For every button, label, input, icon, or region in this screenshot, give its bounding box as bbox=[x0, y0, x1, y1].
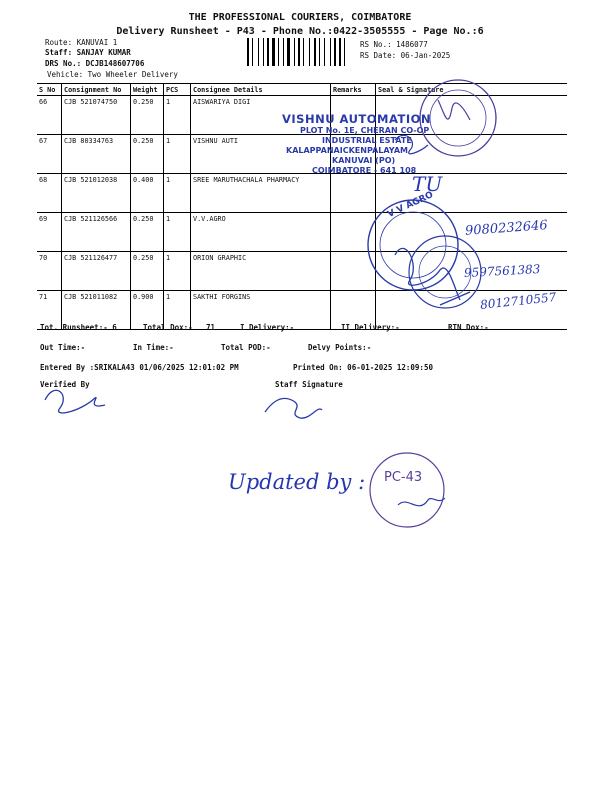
row-consignee: V.V.AGRO bbox=[191, 213, 331, 252]
col-pcs: PCS bbox=[164, 84, 191, 96]
signature-stroke bbox=[440, 292, 470, 305]
row-weight: 0.250 bbox=[131, 135, 164, 174]
row-consignee: AISWARIYA DIGI bbox=[191, 96, 331, 135]
handwritten-phone-2: 9597561383 bbox=[463, 262, 541, 280]
col-consignment: Consignment No bbox=[62, 84, 131, 96]
row-weight: 0.900 bbox=[131, 291, 164, 330]
row-consignment: CJB 80334763 bbox=[62, 135, 131, 174]
col-weight: Weight bbox=[131, 84, 164, 96]
row-sno: 67 bbox=[37, 135, 62, 174]
col-consignee: Consignee Details bbox=[191, 84, 331, 96]
total-dox-value: 71 bbox=[206, 323, 216, 332]
rs-date: RS Date: 06-Jan-2025 bbox=[360, 51, 451, 60]
vishnu-stamp-line5: COIMBATORE - 641 108 bbox=[312, 166, 417, 175]
handwritten-mark-row68: TU bbox=[412, 172, 443, 196]
vishnu-stamp-line4: KANUVAI (PO) bbox=[332, 156, 396, 165]
signature-vvagro bbox=[395, 248, 460, 300]
row-pcs: 1 bbox=[164, 213, 191, 252]
verified-signature bbox=[45, 390, 105, 413]
route-label: Route: KANUVAI 1 bbox=[45, 38, 118, 47]
row-weight: 0.250 bbox=[131, 96, 164, 135]
row-sno: 71 bbox=[37, 291, 62, 330]
row-sno: 66 bbox=[37, 96, 62, 135]
entered-by: Entered By :SRIKALA43 01/06/2025 12:01:02 PM bbox=[40, 363, 239, 372]
aiswariya-seal bbox=[420, 80, 496, 156]
row-pcs: 1 bbox=[164, 252, 191, 291]
total-runsheet: Tot. Runsheet:- 6 bbox=[40, 323, 117, 332]
delvy-points-label: Delvy Points:- bbox=[308, 343, 372, 352]
in-time-label: In Time:- bbox=[133, 343, 174, 352]
row-weight: 0.250 bbox=[131, 252, 164, 291]
vehicle-label: Vehicle: Two Wheeler Delivery bbox=[47, 70, 178, 79]
row-sno: 68 bbox=[37, 174, 62, 213]
company-name: THE PROFESSIONAL COURIERS, COIMBATORE bbox=[188, 12, 412, 23]
row-pcs: 1 bbox=[164, 291, 191, 330]
staff-signature-label: Staff Signature bbox=[275, 380, 343, 389]
vishnu-stamp-line1: PLOT No. 1E, CHERAN CO-OP bbox=[300, 126, 430, 135]
row-consignee: SAKTHI FORGINS bbox=[191, 291, 331, 330]
col-remarks: Remarks bbox=[331, 84, 376, 96]
i-delivery-label: I Delivery:- bbox=[240, 323, 295, 332]
vishnu-stamp-title: VISHNU AUTOMATION bbox=[282, 112, 432, 126]
row-consignee: ORION GRAPHIC bbox=[191, 252, 331, 291]
row-consignment: CJB 521126566 bbox=[62, 213, 131, 252]
staff-signature bbox=[265, 398, 322, 418]
rs-number: RS No.: 1486077 bbox=[360, 40, 428, 49]
row-sno: 70 bbox=[37, 252, 62, 291]
row-consignment: CJB 521011082 bbox=[62, 291, 131, 330]
total-dox-label: Total Dox:- bbox=[143, 323, 193, 332]
staff-label: Staff: SANJAY KUMAR bbox=[45, 48, 131, 57]
row-consignee: VISHNU AUTI bbox=[191, 135, 331, 174]
vishnu-stamp-line3: KALAPPANAICKENPALAYAM bbox=[286, 146, 408, 155]
verified-by-label: Verified By bbox=[40, 380, 90, 389]
row-pcs: 1 bbox=[164, 174, 191, 213]
row-consignment: CJB 521074750 bbox=[62, 96, 131, 135]
vishnu-stamp-line2: INDUSTRIAL ESTATE bbox=[322, 136, 412, 145]
drs-number: DRS No.: DCJB148607706 bbox=[45, 59, 145, 68]
row-consignment: CJB 521126477 bbox=[62, 252, 131, 291]
pc43-seal bbox=[370, 453, 445, 527]
row-consignment: CJB 521012038 bbox=[62, 174, 131, 213]
signature-vishnu bbox=[395, 135, 428, 153]
row-consignee: SREE MARUTHACHALA PHARMACY bbox=[191, 174, 331, 213]
vvagro-seal bbox=[368, 200, 458, 290]
pc43-stamp-text: PC-43 bbox=[384, 470, 423, 485]
col-sno: S No bbox=[37, 84, 62, 96]
printed-on: Printed On: 06-01-2025 12:09:50 bbox=[293, 363, 433, 372]
row-pcs: 1 bbox=[164, 135, 191, 174]
row-sno: 69 bbox=[37, 213, 62, 252]
handwritten-phone-3: 8012710557 bbox=[479, 290, 557, 312]
total-pod-label: Total POD:- bbox=[221, 343, 271, 352]
rtn-dox-label: RTN Dox:- bbox=[448, 323, 489, 332]
out-time-label: Out Time:- bbox=[40, 343, 86, 352]
row-weight: 0.400 bbox=[131, 174, 164, 213]
handwritten-phone-1: 9080232646 bbox=[464, 218, 549, 239]
ii-delivery-label: II Delivery:- bbox=[341, 323, 400, 332]
row-pcs: 1 bbox=[164, 96, 191, 135]
runsheet-subtitle: Delivery Runsheet - P43 - Phone No.:0422-3505555 - Page No.:6 bbox=[116, 26, 484, 37]
vvagro-stamp-text: V V AGRO bbox=[386, 190, 435, 220]
row-weight: 0.250 bbox=[131, 213, 164, 252]
col-seal-signature: Seal & Signature bbox=[376, 84, 568, 96]
handwritten-updated-by: Updated by : bbox=[228, 470, 366, 494]
